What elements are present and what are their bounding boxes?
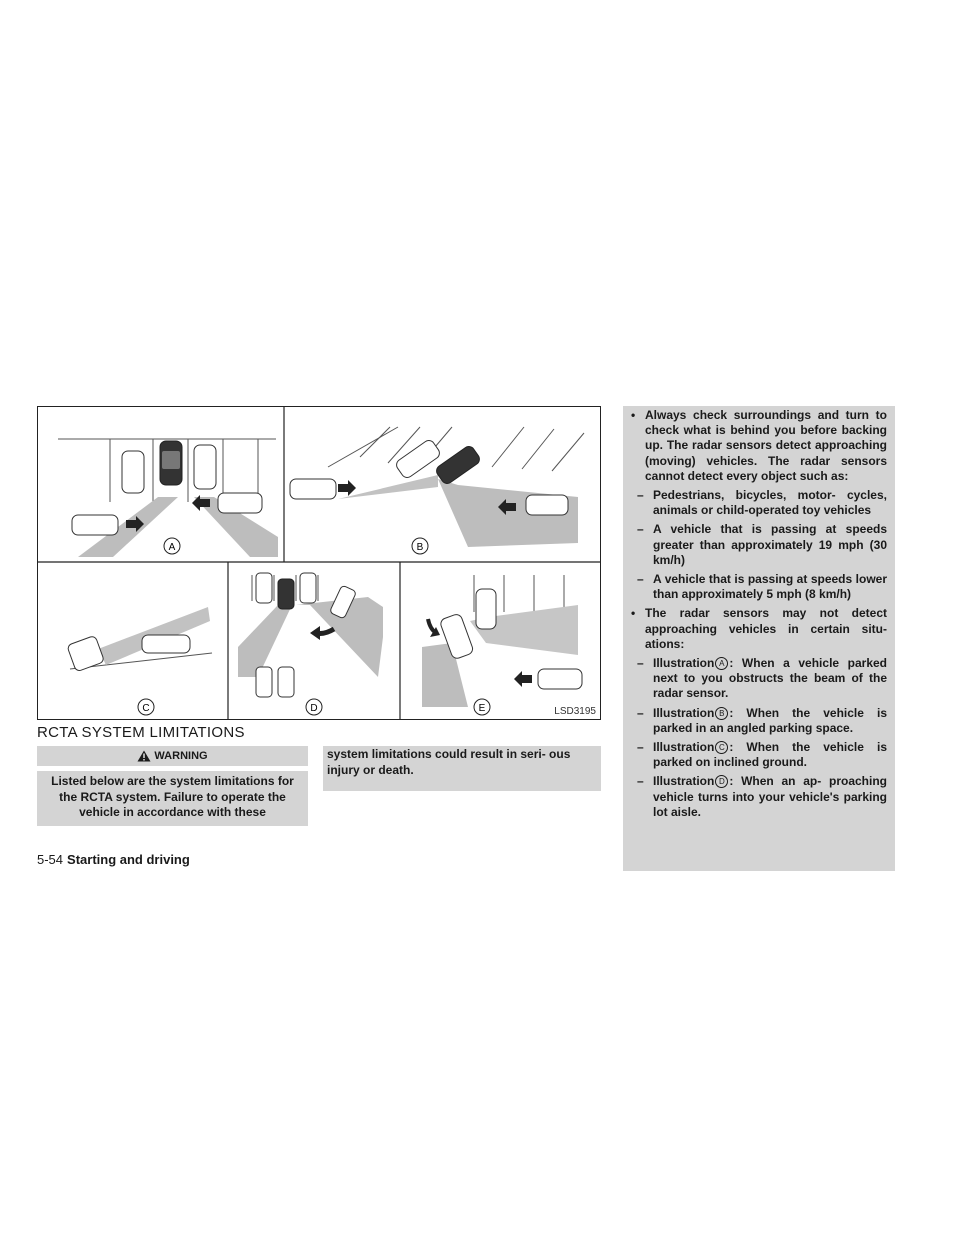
svg-text:C: C [142,703,150,714]
warning-text-continued: system limitations could result in seri- ous injury or death. [323,746,601,791]
bullet-text: The radar sensors may not detect approaching vehicles in certain situ- ations: [645,606,887,651]
svg-text:A: A [168,542,176,553]
list-item [629,408,887,484]
sub-item-text: A vehicle that is passing at speeds lower than approximately 5 mph (8 km/h) [653,572,887,602]
panel-label-b [412,538,428,554]
rcta-illustration [37,406,601,720]
section-title: RCTA SYSTEM LIMITATIONS [37,724,245,741]
sub-list-item [629,774,887,820]
svg-text:B: B [416,542,424,553]
limitations-list [623,406,895,871]
panel-b-scene [290,427,584,547]
sub-item-text: A vehicle that is passing at speeds greater than approximately 19 mph (30 km/h) [653,522,887,567]
illustration-drawing [38,407,601,720]
svg-text:E: E [478,703,486,714]
dash-mark: – [637,740,644,755]
panel-label-d [306,699,322,715]
sub-list-item [629,706,887,736]
dash-mark: – [637,488,644,503]
panel-label-e [474,699,490,715]
circled-label: C [715,741,728,754]
bullet-mark: • [631,606,636,621]
sub-list-item [629,740,887,770]
panel-label-c [138,699,154,715]
illustration-word: Illustration [653,774,715,789]
circled-label: A [715,657,728,670]
bullet-text: Always check surroundings and turn to check what is behind you before backing up. The radar sensors detect approaching (moving) vehicles. The radar sensors cannot detect every object such as: [645,408,887,483]
sub-item-text: : When a vehicle parked next to you obstructs the beam of the radar sensor. [653,656,887,701]
illustration-word: Illustration [653,740,715,755]
dash-mark: – [637,656,644,671]
page-number: 5-54 [37,852,64,867]
dash-mark: – [637,572,644,587]
svg-text:D: D [310,703,318,714]
panel-c-scene [67,607,212,672]
circled-label: B [715,707,728,720]
bullet-mark: • [631,408,636,422]
sub-item-text: : When an ap- proaching vehicle turns into your vehicle's parking lot aisle. [653,774,887,819]
sub-list-item [629,572,887,602]
sub-item-text: : When the vehicle is parked in an angled parking space. [653,705,887,735]
list-item [629,606,887,652]
warning-label: WARNING [154,750,208,762]
warning-header [37,746,308,766]
illustration-word: Illustration [653,656,715,671]
illustration-word: Illustration [653,705,715,720]
panel-e-scene [422,575,582,707]
panel-label-a [164,538,180,554]
dash-mark: – [637,774,644,789]
circled-label: D [715,775,728,788]
chapter-name: Starting and driving [67,852,190,867]
dash-mark: – [637,705,644,720]
panel-d-scene [238,573,383,697]
sub-item-text: Pedestrians, bicycles, motor- cycles, animals or child-operated toy vehicles [653,488,887,518]
sub-list-item [629,488,887,518]
sub-list-item [629,656,887,702]
sub-list-item [629,522,887,568]
sub-item-text: : When the vehicle is parked on inclined ground. [653,740,887,770]
page-footer [37,852,190,867]
dash-mark: – [637,522,644,537]
warning-icon [137,750,151,762]
figure-code: LSD3195 [554,706,596,717]
warning-text: Listed below are the system limitations for the RCTA system. Failure to operate the vehicle in accordance with these [37,771,308,826]
